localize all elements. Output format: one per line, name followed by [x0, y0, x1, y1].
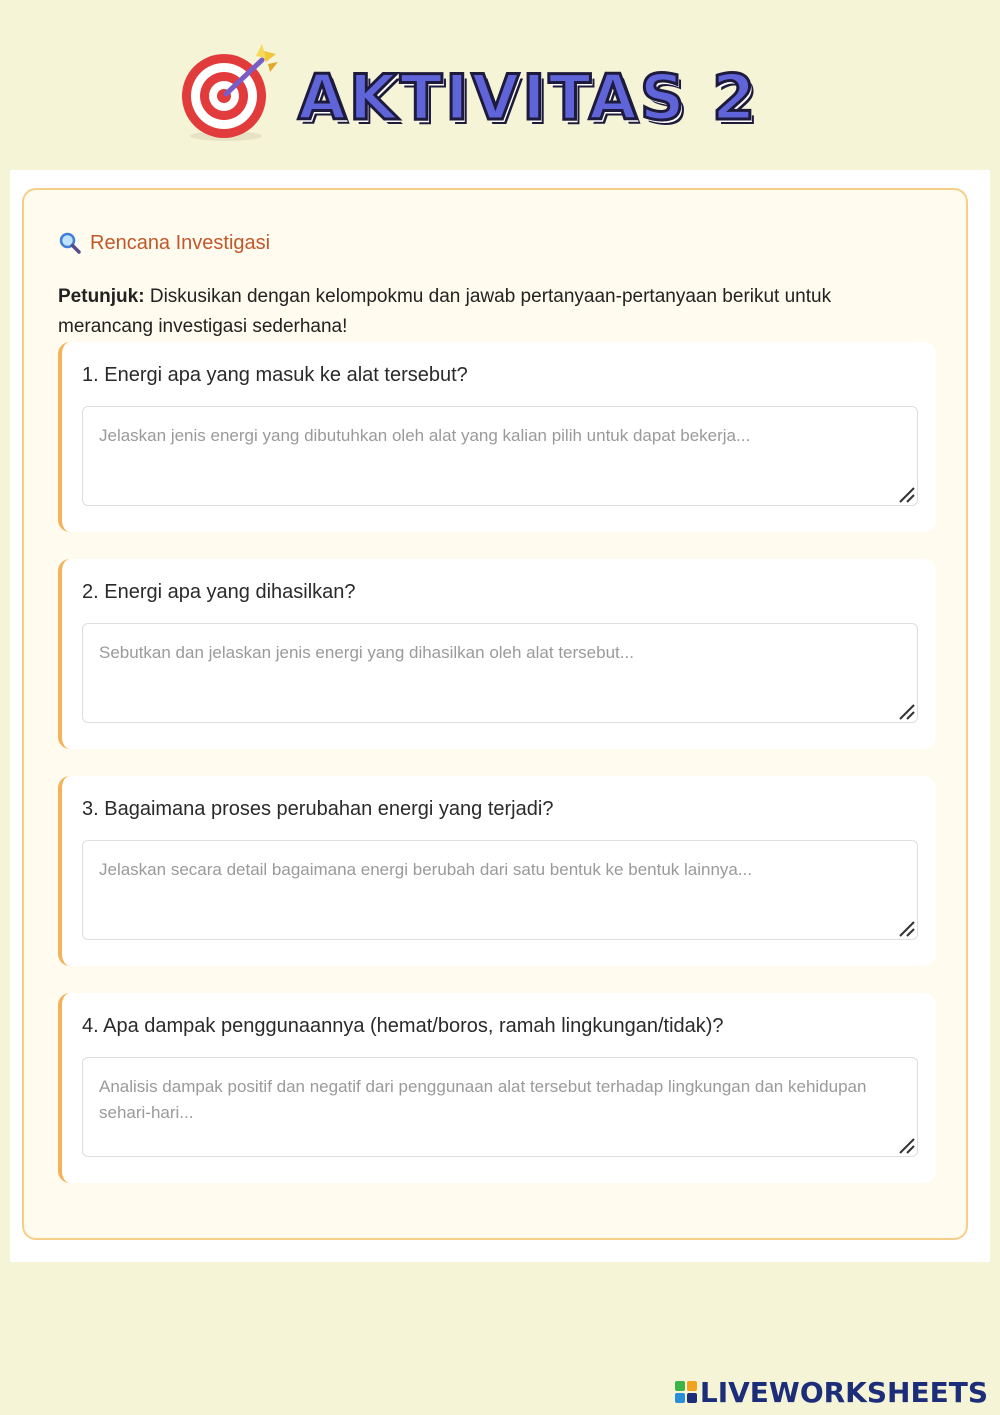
question-card-1	[58, 342, 936, 532]
question-label-1: 1. Energi apa yang masuk ke alat tersebut?	[82, 364, 468, 386]
question-label-4: 4. Apa dampak penggunaannya (hemat/boros, ramah lingkungan/tidak)?	[82, 1015, 724, 1037]
resize-handle-icon[interactable]	[896, 918, 918, 940]
liveworksheets-logo-icon	[674, 1380, 698, 1404]
answer-field-3[interactable]	[82, 840, 918, 940]
brand-name: LIVEWORKSHEETS	[699, 1375, 988, 1409]
question-card-2	[58, 559, 936, 749]
page-title: AKTIVITAS 2	[298, 61, 759, 134]
section-header	[58, 228, 270, 258]
resize-handle-icon[interactable]	[896, 701, 918, 723]
resize-handle-icon[interactable]	[896, 484, 918, 506]
question-card-3	[58, 776, 936, 966]
section-title: Rencana Investigasi	[90, 231, 271, 254]
question-label-3: 3. Bagaimana proses perubahan energi yang terjadi?	[82, 798, 554, 820]
answer-field-1[interactable]	[82, 406, 918, 506]
resize-handle-icon[interactable]	[896, 1135, 918, 1157]
investigation-card	[22, 188, 968, 1240]
worksheet-panel	[10, 170, 990, 1262]
page-header	[0, 0, 1000, 168]
target-dart-icon	[176, 40, 284, 142]
answer-field-4[interactable]	[82, 1057, 918, 1157]
question-label-2: 2. Energi apa yang dihasilkan?	[82, 581, 356, 603]
instruction-text	[58, 282, 918, 342]
instruction-label: Petunjuk:	[58, 286, 145, 307]
answer-field-2[interactable]	[82, 623, 918, 723]
magnifier-icon	[58, 231, 82, 255]
brand-footer	[674, 1374, 988, 1410]
instruction-body: Diskusikan dengan kelompokmu dan jawab pertanyaan-pertanyaan berikut untuk merancang investigasi sederhana!	[58, 286, 832, 337]
question-card-4	[58, 993, 936, 1183]
